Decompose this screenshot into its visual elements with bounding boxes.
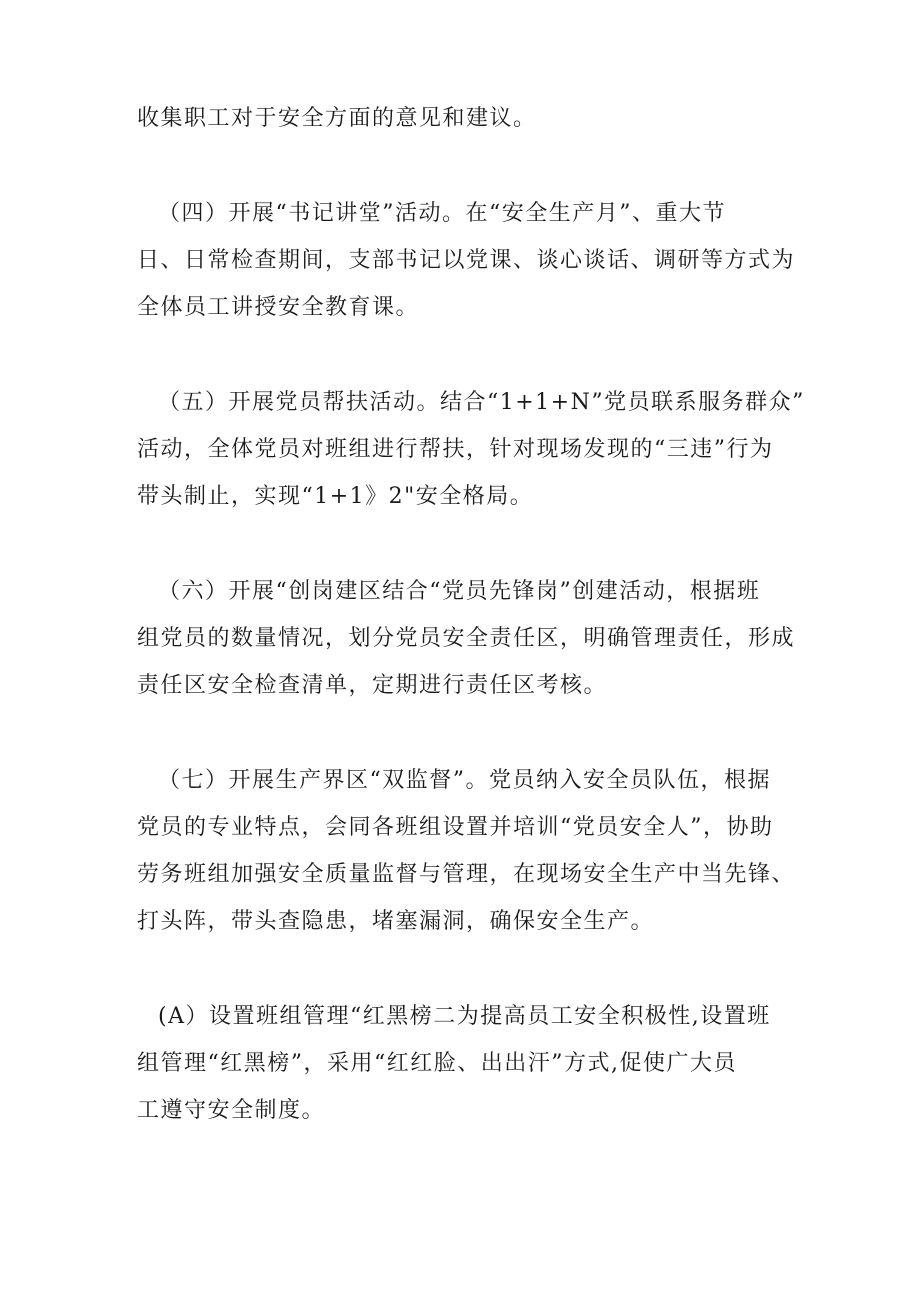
paragraph-4-line-1: （四）开展“书记讲堂”活动。在“安全生产月”、重大节 xyxy=(158,201,726,226)
paragraph-0-line-1: 收集职工对于安全方面的意见和建议。 xyxy=(137,106,537,131)
paragraph-8-line-2: 组管理“红黑榜”，采用“红红脸、出出汗”方式,促使广大员 xyxy=(137,1051,737,1076)
paragraph-4-line-2: 日、日常检查期间，支部书记以党课、谈心谈话、调研等方式为 xyxy=(137,248,796,273)
paragraph-8-line-3: 工遵守安全制度。 xyxy=(137,1098,326,1123)
paragraph-6-line-3: 责任区安全检查清单，定期进行责任区考核。 xyxy=(137,673,608,698)
paragraph-7-line-3: 劳务班组加强安全质量监督与管理，在现场安全生产中当先锋、 xyxy=(137,862,796,887)
paragraph-6-line-2: 组党员的数量情况，划分党员安全责任区，明确管理责任，形成 xyxy=(137,626,796,651)
paragraph-7-line-2: 党员的专业特点，会同各班组设置并培训“党员安全人”，协助 xyxy=(137,815,774,840)
paragraph-7-line-4: 打头阵，带头查隐患，堵塞漏洞，确保安全生产。 xyxy=(137,909,655,934)
paragraph-6-line-1: （六）开展“创岗建区结合“党员先锋岗”创建活动，根据班 xyxy=(158,579,761,604)
paragraph-4-line-3: 全体员工讲授安全教育课。 xyxy=(137,295,420,320)
paragraph-8-line-1: (A）设置班组管理“红黑榜二为提高员工安全积极性,设置班 xyxy=(158,1004,771,1029)
paragraph-7-line-1: （七）开展生产界区“双监督”。党员纳入安全员队伍，根据 xyxy=(158,768,771,793)
paragraph-5-line-2: 活动，全体党员对班组进行帮扶，针对现场发现的“三违”行为 xyxy=(137,437,774,462)
paragraph-5-line-3: 带头制止，实现“1+1》2"安全格局。 xyxy=(137,484,534,509)
paragraph-5-line-1: （五）开展党员帮扶活动。结合“1+1+N”党员联系服务群众” xyxy=(158,390,805,415)
